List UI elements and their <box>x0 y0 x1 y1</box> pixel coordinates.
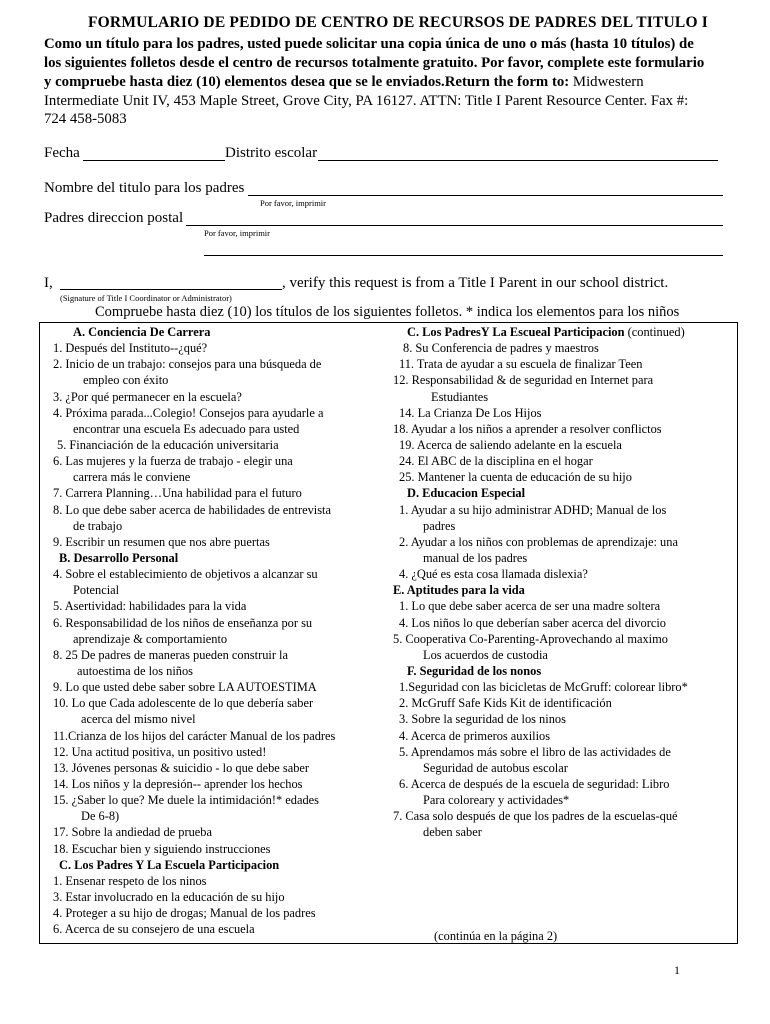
intro-line-1: Como un título para los padres, usted puede solicitar una copia única de uno o más (hasta 10 títulos) de <box>44 36 694 52</box>
list-item[interactable] <box>53 389 383 405</box>
direccion-field-2[interactable] <box>204 255 723 256</box>
intro-line-4: Intermediate Unit IV, 453 Maple Street, Grove City, PA 16127. ATTN: Title I Parent Resource Center. Fax #: <box>44 93 689 109</box>
left-column <box>53 324 383 937</box>
item-text: 1. Ayudar a su hijo administrar ADHD; Manual de los <box>399 502 667 517</box>
item-text: 19. Acerca de saliendo adelante en la escuela <box>399 437 622 452</box>
section-heading <box>53 324 383 340</box>
list-item[interactable] <box>53 518 383 534</box>
list-item[interactable] <box>393 518 733 534</box>
item-text: B. Desarrollo Personal <box>59 550 179 565</box>
list-item[interactable] <box>393 631 733 647</box>
item-text: 12. Una actitud positiva, un positivo usted! <box>53 744 267 759</box>
item-text: 5. Financiación de la educación universitaria <box>57 437 279 452</box>
list-item[interactable] <box>393 679 733 695</box>
list-item[interactable] <box>53 921 383 937</box>
list-item[interactable] <box>393 453 733 469</box>
list-item[interactable] <box>53 356 383 372</box>
item-text: aprendizaje & comportamiento <box>73 631 228 646</box>
item-text: 4. Proteger a su hijo de drogas; Manual de los padres <box>53 906 316 921</box>
item-text: A. Conciencia De Carrera <box>73 325 211 339</box>
list-item[interactable] <box>393 437 733 453</box>
item-text: 13. Jóvenes personas & suicidio - lo que debe saber <box>53 760 310 775</box>
item-text: Los acuerdos de custodia <box>423 647 548 662</box>
item-text: F. Seguridad de los nonos <box>407 663 542 678</box>
item-text: C. Los PadresY La Escueal Participacion <box>407 325 625 339</box>
intro-line-3 <box>44 74 644 91</box>
list-item[interactable] <box>393 502 733 518</box>
item-text: 7. Casa solo después de que los padres de la escuelas-qué <box>393 809 678 824</box>
list-item[interactable] <box>53 437 383 453</box>
list-item[interactable] <box>393 356 733 372</box>
item-text: D. Educacion Especial <box>407 486 526 501</box>
list-item[interactable] <box>53 663 383 679</box>
item-text: 18. Escuchar bien y siguiendo instrucciones <box>53 841 271 856</box>
item-text: 1.Seguridad con las bicicletas de McGruff: colorear libro* <box>399 680 688 695</box>
item-text: 6. Acerca de después de la escuela de seguridad: Libro <box>399 776 670 791</box>
section-heading <box>393 582 733 598</box>
fecha-label: Fecha <box>44 145 80 161</box>
form-title: FORMULARIO DE PEDIDO DE CENTRO DE RECURSOS DE PADRES DEL TITULO I <box>88 14 709 31</box>
item-text: Potencial <box>73 583 120 598</box>
list-item[interactable] <box>393 550 733 566</box>
item-text: 8. Lo que debe saber acerca de habilidades de entrevista <box>53 502 331 517</box>
item-text: De 6-8) <box>81 809 120 824</box>
item-text: 11. Trata de ayudar a su escuela de finalizar Teen <box>399 357 643 372</box>
item-text: 10. Lo que Cada adolescente de lo que debería saber <box>53 696 314 711</box>
list-item[interactable] <box>53 340 383 356</box>
item-text: Estudiantes <box>431 389 489 404</box>
item-text: 12. Responsabilidad & de seguridad en Internet para <box>393 373 654 388</box>
item-text: encontrar una escuela Es adecuado para usted <box>73 421 300 436</box>
fecha-field[interactable] <box>83 160 225 161</box>
item-text: 4. Los niños lo que deberían saber acerca del divorcio <box>399 615 666 630</box>
intro-line-5: 724 458-5083 <box>44 111 127 127</box>
nombre-label: Nombre del titulo para los padres <box>44 180 245 196</box>
list-item[interactable] <box>53 744 383 760</box>
list-item[interactable] <box>53 582 383 598</box>
list-item[interactable] <box>53 841 383 857</box>
item-text: 6. Responsabilidad de los niños de enseñanza por su <box>53 615 313 630</box>
list-item[interactable] <box>53 453 383 469</box>
item-text: acerca del mismo nivel <box>81 712 196 727</box>
section-heading <box>393 663 733 679</box>
section-heading <box>53 857 383 873</box>
item-text: 11.Crianza de los hijos del carácter Manual de los padres <box>53 728 336 743</box>
item-text: Para coloreary y actividades* <box>423 793 570 808</box>
item-text: 8. 25 De padres de maneras pueden construir la <box>53 647 288 662</box>
list-item[interactable] <box>393 534 733 550</box>
item-text: 9. Escribir un resumen que nos abre puertas <box>53 534 270 549</box>
item-text: 5. Cooperativa Co-Parenting-Aprovechando al maximo <box>393 631 668 646</box>
list-item[interactable] <box>53 502 383 518</box>
item-text: padres <box>423 518 456 533</box>
distrito-label: Distrito escolar <box>225 145 318 161</box>
list-item[interactable] <box>53 372 383 388</box>
item-text: 4. Próxima parada...Colegio! Consejos para ayudarle a <box>53 405 324 420</box>
item-text: 3. ¿Por qué permanecer en la escuela? <box>53 389 242 404</box>
list-item[interactable] <box>393 711 733 727</box>
item-text: 1. Después del Instituto--¿qué? <box>53 341 208 356</box>
item-text: 14. La Crianza De Los Hijos <box>399 405 542 420</box>
item-text: autoestima de los niños <box>77 663 193 678</box>
item-text: 2. McGruff Safe Kids Kit de identificación <box>399 696 612 711</box>
list-item[interactable] <box>53 485 383 501</box>
list-item[interactable] <box>393 808 733 824</box>
item-text: 6. Acerca de su consejero de una escuela <box>53 922 255 937</box>
item-text: 3. Sobre la seguridad de los ninos <box>399 712 566 727</box>
item-text: Seguridad de autobus escolar <box>423 760 568 775</box>
item-text: 4. ¿Qué es esta cosa llamada dislexia? <box>399 567 588 582</box>
list-item[interactable] <box>53 711 383 727</box>
continued-note: (continúa en la página 2) <box>434 929 558 943</box>
list-item[interactable] <box>393 372 733 388</box>
signature-field[interactable] <box>60 289 282 290</box>
list-item[interactable] <box>53 405 383 421</box>
list-item[interactable] <box>393 695 733 711</box>
signature-hint: (Signature of Title I Coordinator or Administrator) <box>60 293 232 303</box>
list-item[interactable] <box>53 598 383 614</box>
item-text: manual de los padres <box>423 550 528 565</box>
intro-line-3-bold: y compruebe hasta diez (10) elementos desea que se le enviados.Return the form to: <box>44 74 570 90</box>
section-heading <box>53 550 383 566</box>
list-item[interactable] <box>53 808 383 824</box>
distrito-field[interactable] <box>318 160 718 161</box>
item-text: carrera más le conviene <box>73 470 191 485</box>
list-item[interactable] <box>393 615 733 631</box>
instructions: Compruebe hasta diez (10) los títulos de los siguientes folletos. * indica los elementos para los niños <box>95 304 680 320</box>
section-heading <box>393 324 733 340</box>
item-text: 2. Inicio de un trabajo: consejos para una búsqueda de <box>53 357 322 372</box>
list-item[interactable] <box>53 889 383 905</box>
list-item[interactable] <box>393 792 733 808</box>
list-item[interactable] <box>393 760 733 776</box>
list-item[interactable] <box>393 598 733 614</box>
direccion-field[interactable] <box>186 225 723 226</box>
item-text: 9. Lo que usted debe saber sobre LA AUTOESTIMA <box>53 680 317 695</box>
item-text: 17. Sobre la andiedad de prueba <box>53 825 212 840</box>
item-text: 5. Asertividad: habilidades para la vida <box>53 599 247 614</box>
list-item[interactable] <box>393 469 733 485</box>
item-text: 4. Acerca de primeros auxilios <box>399 728 551 743</box>
list-item[interactable] <box>53 631 383 647</box>
list-item[interactable] <box>53 905 383 921</box>
nombre-hint: Por favor, imprimir <box>260 198 326 208</box>
item-text: de trabajo <box>73 518 123 533</box>
section-heading <box>393 485 733 501</box>
list-item[interactable] <box>53 792 383 808</box>
list-item[interactable] <box>53 695 383 711</box>
list-item[interactable] <box>393 405 733 421</box>
list-item[interactable] <box>53 421 383 437</box>
titles-box <box>39 322 738 944</box>
direccion-label: Padres direccion postal <box>44 210 184 226</box>
list-item[interactable] <box>393 421 733 437</box>
item-text: 18. Ayudar a los niños a aprender a resolver conflictos <box>393 421 662 436</box>
list-item[interactable] <box>53 647 383 663</box>
verify-prefix: I, <box>44 275 53 291</box>
item-text: empleo con éxito <box>83 373 169 388</box>
item-text: E. Aptitudes para la vida <box>393 583 525 598</box>
item-text: 2. Ayudar a los niños con problemas de aprendizaje: una <box>399 534 678 549</box>
intro-line-3-tail: Midwestern <box>569 74 644 90</box>
list-item[interactable] <box>53 615 383 631</box>
item-text: 25. Mantener la cuenta de educación de su hijo <box>399 470 632 485</box>
continued-label: (continued) <box>624 325 685 339</box>
intro-line-2: los siguientes folletos desde el centro de recursos totalmente gratuito. Por favor, complete este formulario <box>44 55 705 71</box>
nombre-field[interactable] <box>248 195 723 196</box>
item-text: 5. Aprendamos más sobre el libro de las actividades de <box>399 744 671 759</box>
item-text: 6. Las mujeres y la fuerza de trabajo - elegir una <box>53 454 293 469</box>
list-item[interactable] <box>53 534 383 550</box>
item-text: 8. Su Conferencia de padres y maestros <box>403 341 599 356</box>
list-item[interactable] <box>53 873 383 889</box>
item-text: 4. Sobre el establecimiento de objetivos a alcanzar su <box>53 567 318 582</box>
item-text: 1. Lo que debe saber acerca de ser una madre soltera <box>399 599 661 614</box>
right-column <box>393 324 733 841</box>
list-item[interactable] <box>393 340 733 356</box>
list-item[interactable] <box>393 647 733 663</box>
list-item[interactable] <box>393 776 733 792</box>
verify-text: , verify this request is from a Title I Parent in our school district. <box>282 275 669 291</box>
item-text: 14. Los niños y la depresión-- aprender los hechos <box>53 776 303 791</box>
list-item[interactable] <box>393 824 733 840</box>
list-item[interactable] <box>53 824 383 840</box>
list-item[interactable] <box>53 566 383 582</box>
item-text: 15. ¿Saber lo que? Me duele la intimidación!* edades <box>53 793 319 808</box>
list-item[interactable] <box>393 728 733 744</box>
item-text: C. Los Padres Y La Escuela Participacion <box>59 857 280 872</box>
page-number: 1 <box>674 963 680 977</box>
list-item[interactable] <box>393 744 733 760</box>
item-text: 7. Carrera Planning…Una habilidad para el futuro <box>53 486 302 501</box>
item-text: 3. Estar involucrado en la educación de su hijo <box>53 889 285 904</box>
item-text: 1. Ensenar respeto de los ninos <box>53 873 207 888</box>
item-text: 24. El ABC de la disciplina en el hogar <box>399 454 593 469</box>
direccion-hint: Por favor, imprimir <box>204 228 270 238</box>
list-item[interactable] <box>53 469 383 485</box>
list-item[interactable] <box>53 728 383 744</box>
list-item[interactable] <box>53 760 383 776</box>
list-item[interactable] <box>53 776 383 792</box>
list-item[interactable] <box>393 566 733 582</box>
list-item[interactable] <box>53 679 383 695</box>
list-item[interactable] <box>393 389 733 405</box>
item-text: deben saber <box>423 825 482 840</box>
